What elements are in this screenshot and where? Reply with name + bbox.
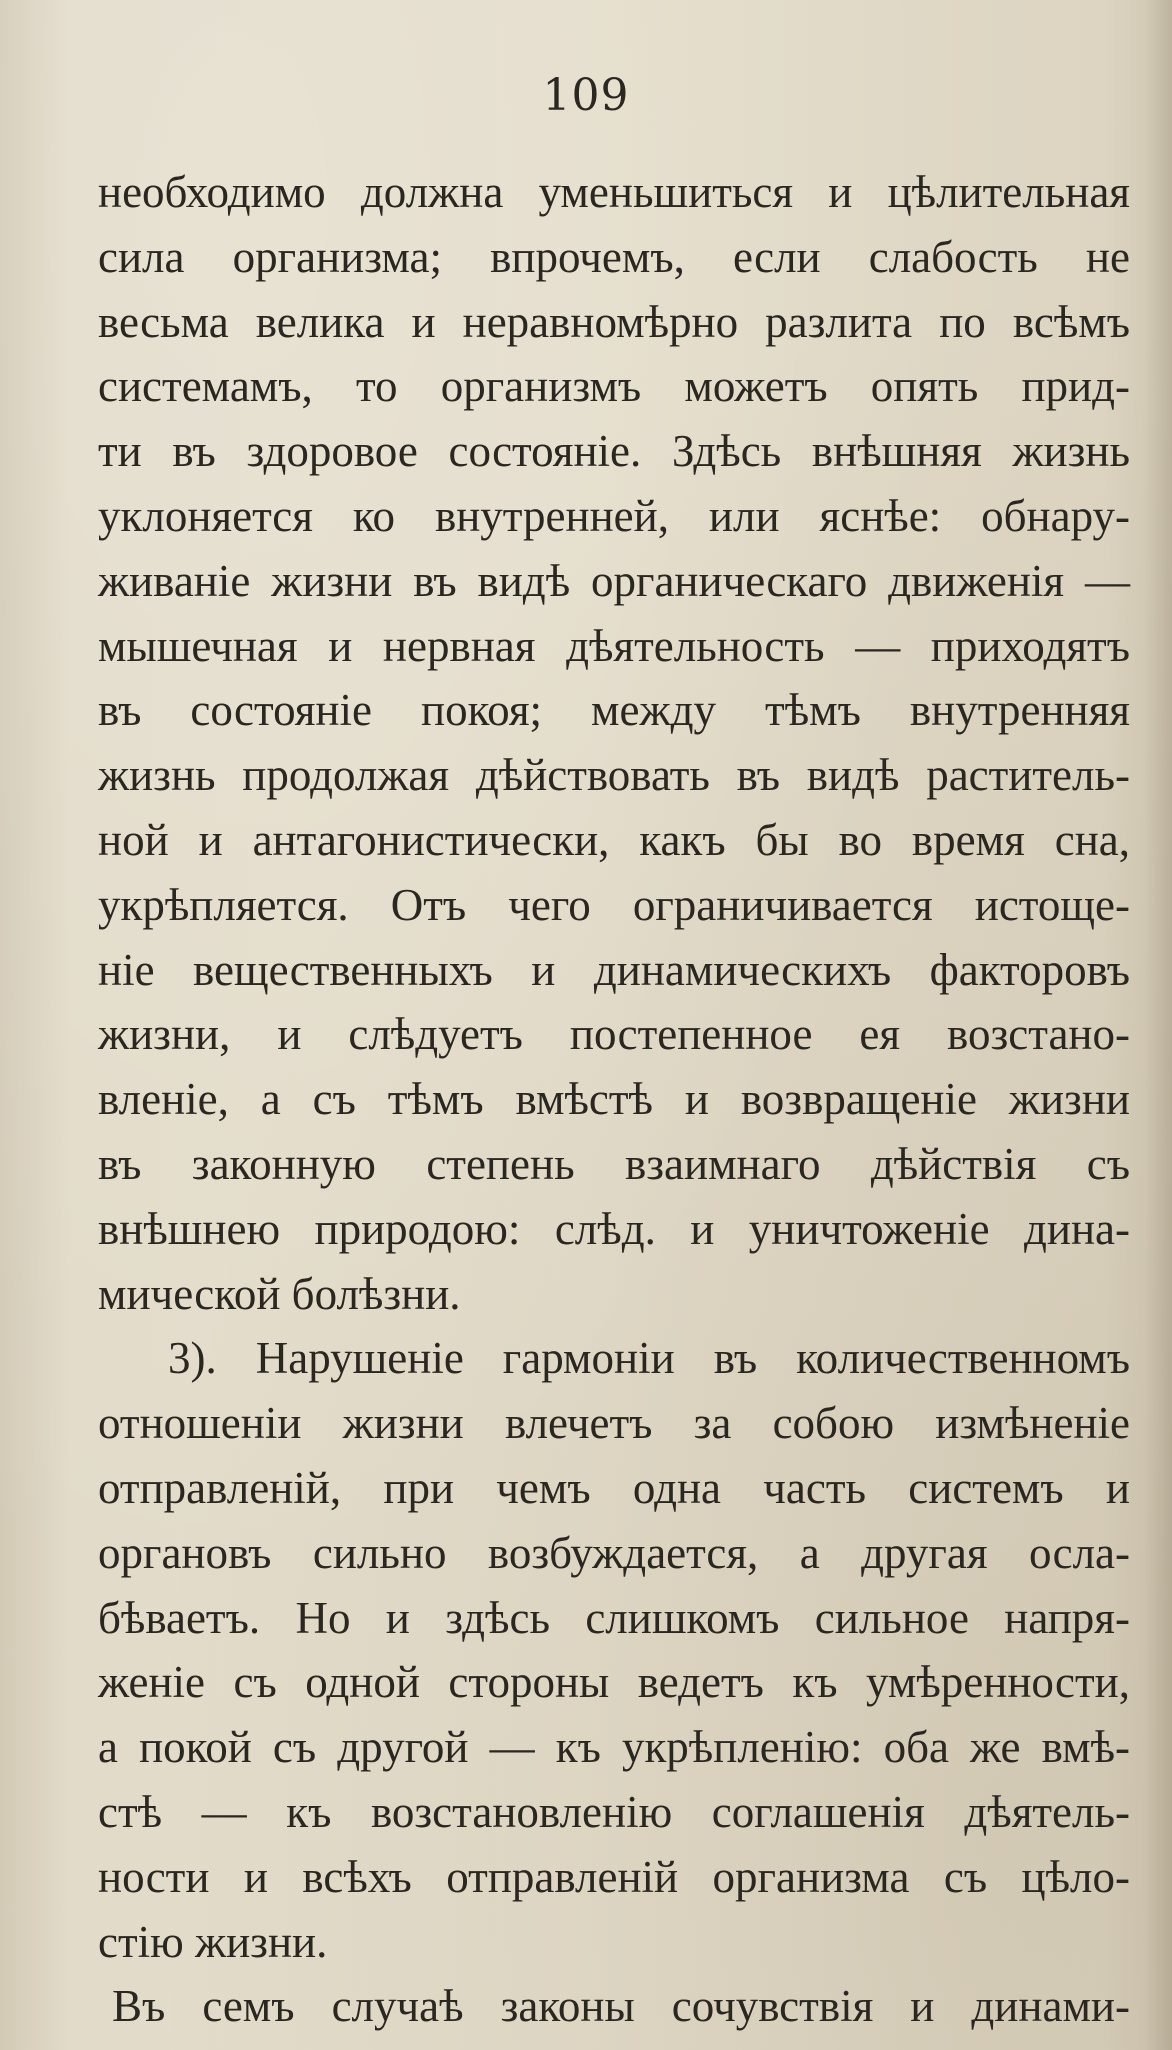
text-line: стѣ — къ возстановленію соглашенія дѣятель- (98, 1786, 1130, 1837)
text-line: системамъ, то организмъ можетъ опять прид- (98, 361, 1130, 412)
text-line: въ состояніе покоя; между тѣмъ внутренняя (98, 685, 1130, 736)
paragraph-end-line: мической болѣзни. (98, 1268, 461, 1319)
paragraph-start-line: Въ семъ случаѣ законы сочувствія и динами- (112, 1981, 1130, 2032)
text-line: въ законную степень взаимнаго дѣйствія съ (98, 1138, 1130, 1189)
text-line: весьма велика и неравномѣрно разлита по всѣмъ (98, 296, 1130, 347)
text-line: живаніе жизни въ видѣ органическаго движенія — (98, 555, 1130, 606)
page-number: 109 (542, 70, 630, 121)
text-line: ной и антагонистически, какъ бы во время сна, (98, 814, 1130, 865)
text-line: женіе съ одной стороны ведетъ къ умѣренности, (98, 1657, 1130, 1708)
body-text (98, 160, 1130, 2039)
paragraph-start-line: 3). Нарушеніе гармоніи въ количественномъ (168, 1333, 1130, 1384)
text-line: жизнь продолжая дѣйствовать въ видѣ раститель- (98, 750, 1130, 801)
text-line: уклоняется ко внутренней, или яснѣе: обнару- (98, 490, 1130, 541)
text-line: отправленій, при чемъ одна часть системъ и (98, 1462, 1130, 1513)
text-line: а покой съ другой — къ укрѣпленію: оба же вмѣ- (98, 1722, 1130, 1773)
text-line: вленіе, а съ тѣмъ вмѣстѣ и возвращеніе жизни (98, 1074, 1130, 1125)
page-edge-shadow (1144, 0, 1172, 2050)
text-line: отношеніи жизни влечетъ за собою измѣненіе (98, 1398, 1130, 1449)
text-line: ти въ здоровое состояніе. Здѣсь внѣшняя жизнь (98, 426, 1130, 477)
text-line: необходимо должна уменьшиться и цѣлительная (98, 167, 1130, 217)
text-line: ніе вещественныхъ и динамическихъ факторовъ (98, 944, 1130, 995)
text-line: жизни, и слѣдуетъ постепенное ея возстано- (98, 1009, 1130, 1060)
text-line: внѣшнею природою: слѣд. и уничтоженіе дина- (98, 1203, 1130, 1254)
text-line: укрѣпляется. Отъ чего ограничивается истоще- (98, 879, 1130, 930)
text-line: органовъ сильно возбуждается, а другая осла- (98, 1527, 1130, 1578)
text-line: ности и всѣхъ отправленій организма съ цѣло- (98, 1851, 1130, 1902)
text-line: мышечная и нервная дѣятельность — приходятъ (98, 620, 1130, 671)
text-line: бѣваетъ. Но и здѣсь слишкомъ сильное напря- (98, 1592, 1130, 1643)
paragraph-end-line: стію жизни. (98, 1916, 328, 1967)
text-line: сила организма; впрочемъ, если слабость не (98, 231, 1130, 282)
